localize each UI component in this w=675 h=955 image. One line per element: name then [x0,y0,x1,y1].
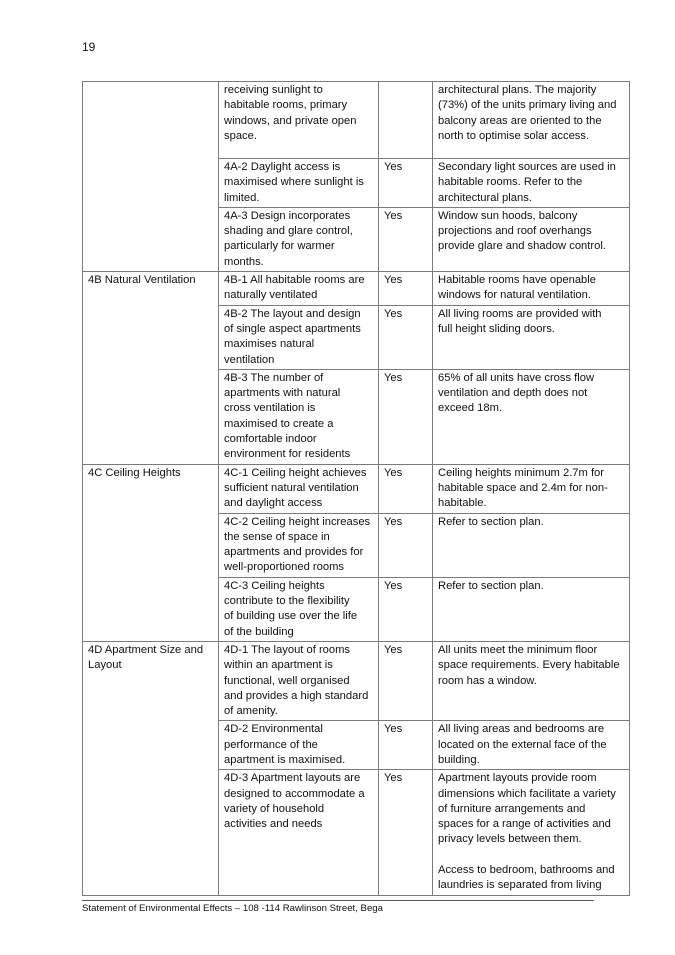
criterion-cell: 4D-3 Apartment layouts are designed to accommodate a variety of household activities and needs [219,770,379,895]
compliance-cell: Yes [379,159,433,208]
table-row [83,464,630,513]
criterion-cell: 4B-1 All habitable rooms are naturally ventilated [219,272,379,306]
table-row [83,82,630,159]
comment-cell: Secondary light sources are used in habitable rooms. Refer to the architectural plans. [433,159,630,208]
comment-cell: Refer to section plan. [433,513,630,577]
table-body [83,82,630,896]
comment-cell: Ceiling heights minimum 2.7m for habitable space and 2.4m for non- habitable. [433,464,630,513]
criterion-cell: 4C-1 Ceiling height achieves sufficient natural ventilation and daylight access [219,464,379,513]
comment-cell: Window sun hoods, balcony projections and roof overhangs provide glare and shadow control. [433,207,630,271]
criterion-cell: 4B-3 The number of apartments with natural cross ventilation is maximised to create a comfortable indoor environment for residents [219,369,379,464]
footer-text: Statement of Environmental Effects – 108 -114 Rawlinson Street, Bega [82,903,383,914]
category-cell: 4B Natural Ventilation [83,272,219,465]
comment-cell: 65% of all units have cross flow ventilation and depth does not exceed 18m. [433,369,630,464]
compliance-cell: Yes [379,721,433,770]
criterion-cell: 4D-2 Environmental performance of the apartment is maximised. [219,721,379,770]
table-row [83,641,630,720]
footer-divider [82,900,594,901]
comment-cell: All living areas and bedrooms are located on the external face of the building. [433,721,630,770]
comment-cell: Refer to section plan. [433,577,630,641]
page-number: 19 [82,40,96,54]
compliance-table [82,81,630,896]
category-cell: 4C Ceiling Heights [83,464,219,641]
compliance-cell: Yes [379,577,433,641]
compliance-cell: Yes [379,770,433,895]
criterion-cell: 4D-1 The layout of rooms within an apartment is functional, well organised and provides a high standard of amenity. [219,641,379,720]
criterion-cell: 4C-2 Ceiling height increases the sense of space in apartments and provides for well-proportioned rooms [219,513,379,577]
comment-cell: architectural plans. The majority (73%) of the units primary living and balcony areas are oriented to the north to optimise solar access. [433,82,630,159]
comment-cell: Habitable rooms have openable windows for natural ventilation. [433,272,630,306]
compliance-cell: Yes [379,369,433,464]
category-cell [83,82,219,272]
criterion-cell: receiving sunlight to habitable rooms, primary windows, and private open space. [219,82,379,159]
compliance-cell: Yes [379,207,433,271]
category-cell: 4D Apartment Size and Layout [83,641,219,895]
criterion-cell: 4C-3 Ceiling heights contribute to the flexibility of building use over the life of the building [219,577,379,641]
table-row [83,272,630,306]
comment-cell: Apartment layouts provide room dimensions which facilitate a variety of furniture arrangements and spaces for a range of activities and privacy levels between them. Access to bedroom, bathrooms and laundries is separated from living [433,770,630,895]
compliance-cell: Yes [379,272,433,306]
compliance-cell: Yes [379,641,433,720]
comment-cell: All units meet the minimum floor space requirements. Every habitable room has a window. [433,641,630,720]
criterion-cell: 4A-3 Design incorporates shading and glare control, particularly for warmer months. [219,207,379,271]
compliance-cell [379,82,433,159]
compliance-cell: Yes [379,464,433,513]
criterion-cell: 4B-2 The layout and design of single aspect apartments maximises natural ventilation [219,305,379,369]
criterion-cell: 4A-2 Daylight access is maximised where sunlight is limited. [219,159,379,208]
compliance-cell: Yes [379,305,433,369]
comment-cell: All living rooms are provided with full height sliding doors. [433,305,630,369]
compliance-cell: Yes [379,513,433,577]
